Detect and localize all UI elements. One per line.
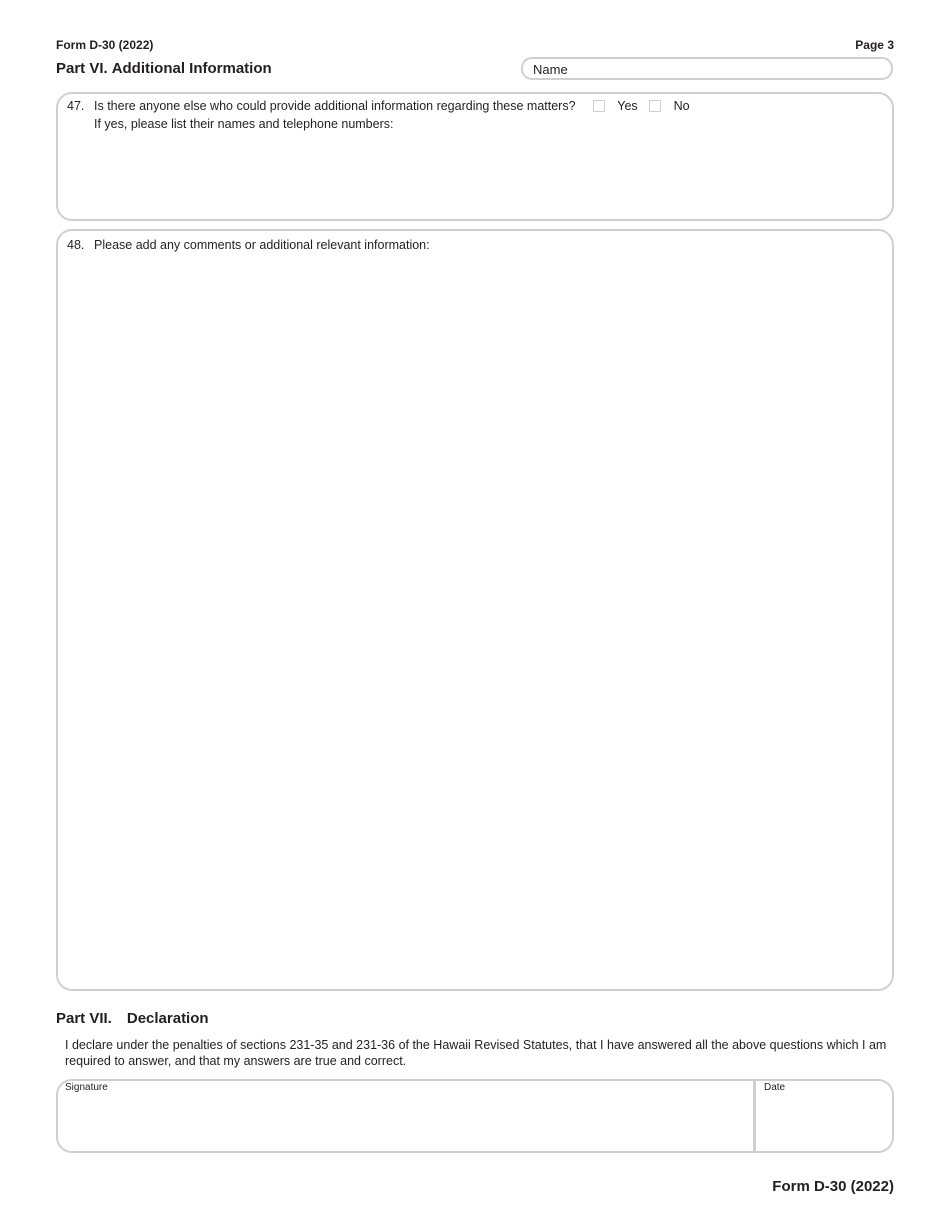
part-vi-number: Part VI. (56, 60, 108, 77)
part-vii-title: Declaration (126, 1010, 209, 1027)
question-47-box[interactable] (56, 92, 894, 221)
name-field-label: Name (533, 62, 568, 77)
page-number: Page 3 (855, 38, 894, 52)
question-48-box[interactable] (56, 229, 894, 991)
date-label: Date (764, 1082, 786, 1093)
form-id-header: Form D-30 (2022) (56, 38, 154, 52)
no-label: No (673, 99, 690, 113)
yes-checkbox[interactable] (593, 100, 605, 112)
part-vi-heading (56, 60, 272, 77)
form-id-footer: Form D-30 (2022) (772, 1178, 894, 1195)
declaration-text: I declare under the penalties of sections 231-35 and 231-36 of the Hawaii Revised Statutes, that I have answered all the above questions which I am required to answer, and that my answers are true and correct. (65, 1038, 887, 1068)
signature-field[interactable] (57, 1080, 753, 1152)
no-checkbox[interactable] (649, 100, 661, 112)
question-47-text: Is there anyone else who could provide additional information regarding these matters? (94, 99, 576, 113)
name-field[interactable] (521, 57, 893, 80)
question-47-body (94, 97, 884, 133)
question-48-number: 48. (67, 238, 85, 252)
part-vi-title: Additional Information (111, 60, 272, 77)
question-48-text: Please add any comments or additional relevant information: (94, 238, 430, 252)
question-47-number: 47. (67, 99, 85, 113)
date-field[interactable] (756, 1080, 892, 1152)
yes-label: Yes (617, 99, 638, 113)
signature-label: Signature (65, 1082, 108, 1093)
question-47-followup: If yes, please list their names and telephone numbers: (94, 117, 394, 131)
part-vii-heading (56, 1010, 209, 1027)
part-vii-number: Part VII. (56, 1010, 112, 1027)
